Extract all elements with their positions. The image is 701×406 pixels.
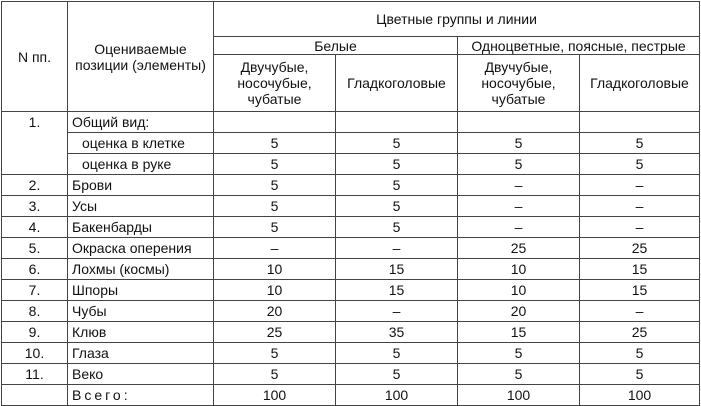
cell-col4: – (580, 175, 700, 196)
cell-col2: 5 (336, 343, 458, 364)
header-position: Оцениваемые позиции (элементы) (68, 2, 214, 112)
cell-col1: 5 (214, 154, 336, 175)
row-name: Глаза (68, 343, 214, 364)
table-row (2, 217, 700, 238)
row-num: 8. (2, 301, 68, 322)
row-name: Общий вид: (68, 112, 214, 133)
cell-col4: 25 (580, 238, 700, 259)
row-num: 3. (2, 196, 68, 217)
row-num: 5. (2, 238, 68, 259)
table-row (2, 175, 700, 196)
cell-col1 (214, 112, 336, 133)
cell-col4: 5 (580, 133, 700, 154)
cell-col1: 5 (214, 133, 336, 154)
row-name: Усы (68, 196, 214, 217)
cell-col3: 15 (458, 322, 580, 343)
row-num (2, 154, 68, 175)
cell-col2: 5 (336, 217, 458, 238)
row-num: 4. (2, 217, 68, 238)
cell-col3: 20 (458, 301, 580, 322)
table-row (2, 322, 700, 343)
cell-col2: 15 (336, 280, 458, 301)
cell-col1: 10 (214, 280, 336, 301)
cell-col3: – (458, 196, 580, 217)
table-row (2, 196, 700, 217)
cell-col2: 5 (336, 364, 458, 385)
row-name: Лохмы (космы) (68, 259, 214, 280)
row-name: Бакенбарды (68, 217, 214, 238)
cell-col2: 15 (336, 259, 458, 280)
row-name: Шпоры (68, 280, 214, 301)
cell-col4: 5 (580, 154, 700, 175)
row-name: Всего: (68, 385, 214, 406)
cell-col1: – (214, 238, 336, 259)
cell-col3 (458, 112, 580, 133)
cell-col2: 5 (336, 154, 458, 175)
cell-col4: 25 (580, 322, 700, 343)
cell-col3: – (458, 217, 580, 238)
table-row (2, 280, 700, 301)
table-row (2, 364, 700, 385)
table-row (2, 133, 700, 154)
row-num: 7. (2, 280, 68, 301)
cell-col4: 15 (580, 259, 700, 280)
cell-col3: 5 (458, 133, 580, 154)
cell-col1: 5 (214, 175, 336, 196)
table-row (2, 112, 700, 133)
row-num (2, 133, 68, 154)
cell-col3: – (458, 175, 580, 196)
cell-col2: 100 (336, 385, 458, 406)
row-num: 10. (2, 343, 68, 364)
cell-col2: 5 (336, 133, 458, 154)
table-row (2, 259, 700, 280)
table-row (2, 343, 700, 364)
cell-col3: 5 (458, 154, 580, 175)
cell-col4: 5 (580, 364, 700, 385)
header-white: Белые (214, 37, 458, 55)
cell-col2 (336, 112, 458, 133)
cell-col3: 5 (458, 343, 580, 364)
row-name: Чубы (68, 301, 214, 322)
row-name: оценка в руке (68, 154, 214, 175)
table-row-total (2, 385, 700, 406)
cell-col1: 25 (214, 322, 336, 343)
cell-col1: 100 (214, 385, 336, 406)
cell-col4: 5 (580, 343, 700, 364)
cell-col4: – (580, 196, 700, 217)
row-num: 11. (2, 364, 68, 385)
cell-col2: – (336, 238, 458, 259)
cell-col4: 100 (580, 385, 700, 406)
cell-col1: 5 (214, 343, 336, 364)
cell-col3: 5 (458, 364, 580, 385)
cell-col3: 25 (458, 238, 580, 259)
cell-col3: 100 (458, 385, 580, 406)
row-name: Клюв (68, 322, 214, 343)
cell-col2: 5 (336, 196, 458, 217)
row-num: 6. (2, 259, 68, 280)
cell-col4: – (580, 301, 700, 322)
table-row (2, 301, 700, 322)
row-name: Веко (68, 364, 214, 385)
header-col2: Гладкоголовые (336, 55, 458, 112)
cell-col1: 20 (214, 301, 336, 322)
row-num: 1. (2, 112, 68, 133)
cell-col3: 10 (458, 259, 580, 280)
table-row (2, 238, 700, 259)
cell-col2: 5 (336, 175, 458, 196)
row-name: Брови (68, 175, 214, 196)
cell-col4 (580, 112, 700, 133)
cell-col1: 10 (214, 259, 336, 280)
cell-col1: 5 (214, 217, 336, 238)
cell-col1: 5 (214, 364, 336, 385)
row-name: оценка в клетке (68, 133, 214, 154)
cell-col2: – (336, 301, 458, 322)
cell-col4: 15 (580, 280, 700, 301)
cell-col2: 35 (336, 322, 458, 343)
table-row (2, 154, 700, 175)
row-num: 2. (2, 175, 68, 196)
row-num: 9. (2, 322, 68, 343)
cell-col4: – (580, 217, 700, 238)
header-groups: Цветные группы и линии (214, 2, 700, 37)
header-col1: Двучубые, носочубые, чубатые (214, 55, 336, 112)
row-name: Окраска оперения (68, 238, 214, 259)
header-col3: Двучубые, носочубые, чубатые (458, 55, 580, 112)
header-col4: Гладкоголовые (580, 55, 700, 112)
header-num: N пп. (2, 2, 68, 112)
cell-col3: 10 (458, 280, 580, 301)
scoring-table (1, 1, 700, 406)
header-other: Одноцветные, поясные, пестрые (458, 37, 700, 55)
row-num (2, 385, 68, 406)
cell-col1: 5 (214, 196, 336, 217)
